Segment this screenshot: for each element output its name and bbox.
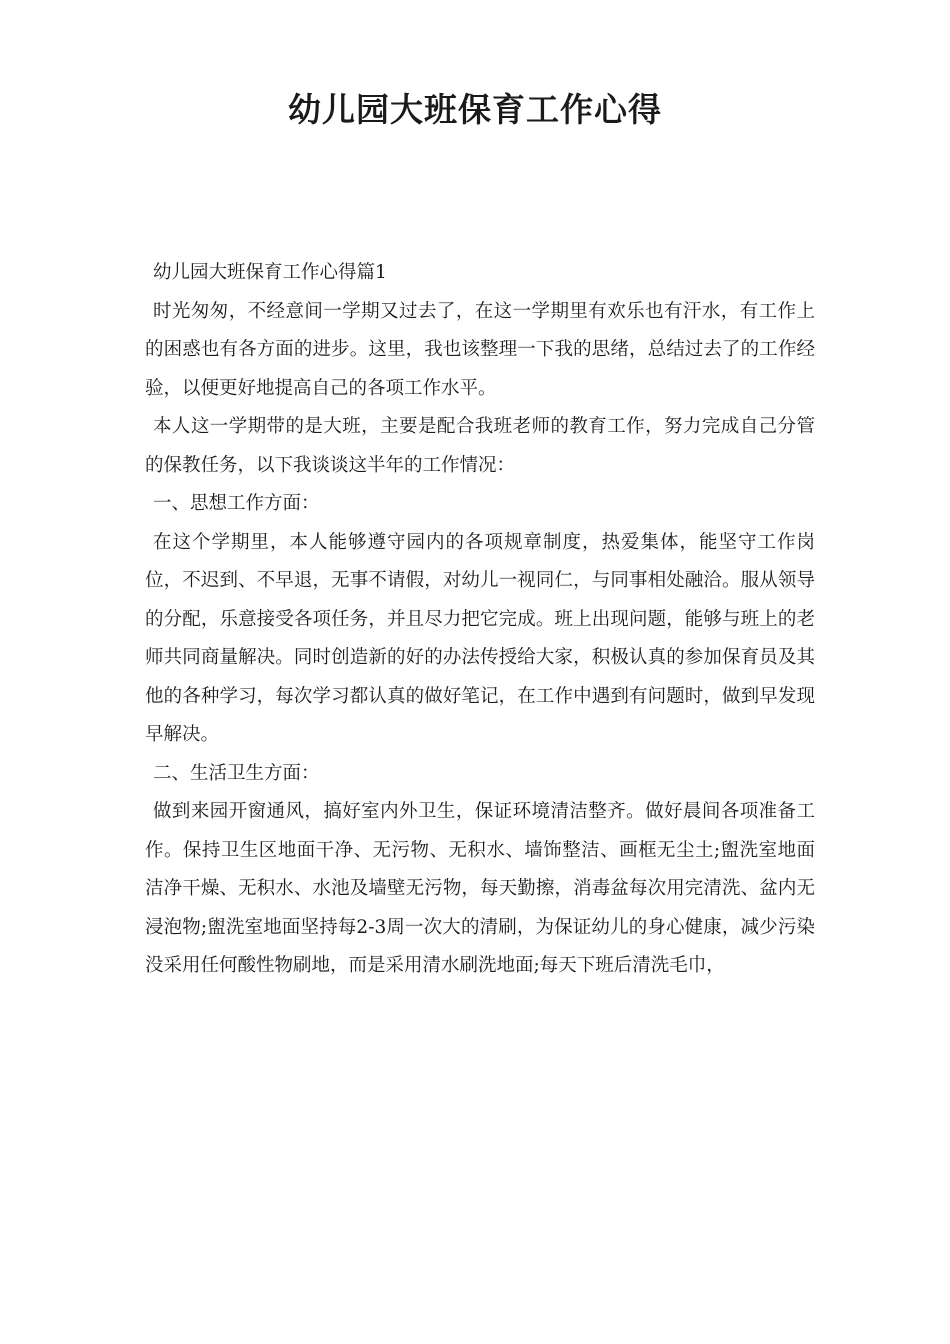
document-title: 幼儿园大班保育工作心得 bbox=[288, 90, 662, 129]
section-heading-thought: 一、思想工作方面： bbox=[153, 493, 320, 514]
paragraph-thought: 在这个学期里，本人能够遵守园内的各项规章制度，热爱集体，能坚守工作岗位，不迟到、不早退，无事不请假，对幼儿一视同仁，与同事相处融洽。服从领导的分配，乐意接受各项任务，并且尽力把它完成。班上出现问题，能够与班上的老师共同商量解决。同时创造新的好的办法传授给大家，积极认真的参加保育员及其他的各种学习，每次学习都认真的做好笔记，在工作中遇到有问题时，做到早发现早解决。 bbox=[145, 531, 815, 745]
paragraph-intro: 时光匆匆，不经意间一学期又过去了，在这一学期里有欢乐也有汗水，有工作上的困惑也有各方面的进步。这里，我也该整理一下我的思绪，总结过去了的工作经验，以便更好地提高自己的各项工作水平。 bbox=[145, 300, 815, 399]
document-body bbox=[145, 254, 815, 986]
paragraph-hygiene: 做到来园开窗通风，搞好室内外卫生，保证环境清洁整齐。做好晨间各项准备工作。保持卫生区地面干净、无污物、无积水、墙饰整洁、画框无尘土;盥洗室地面洁净干燥、无积水、水池及墙壁无污物，每天勤擦，消毒盆每次用完清洗、盆内无浸泡物;盥洗室地面坚持每2-3周一次大的清刷，为保证幼儿的身心健康，减少污染没采用任何酸性物刷地，而是采用清水刷洗地面;每天下班后清洗毛巾， bbox=[145, 801, 815, 976]
paragraph-duties: 本人这一学期带的是大班，主要是配合我班老师的教育工作，努力完成自己分管的保教任务，以下我谈谈这半年的工作情况： bbox=[145, 416, 815, 476]
section-heading-part-1: 幼儿园大班保育工作心得篇1 bbox=[153, 262, 387, 283]
section-heading-hygiene: 二、生活卫生方面： bbox=[153, 762, 320, 784]
